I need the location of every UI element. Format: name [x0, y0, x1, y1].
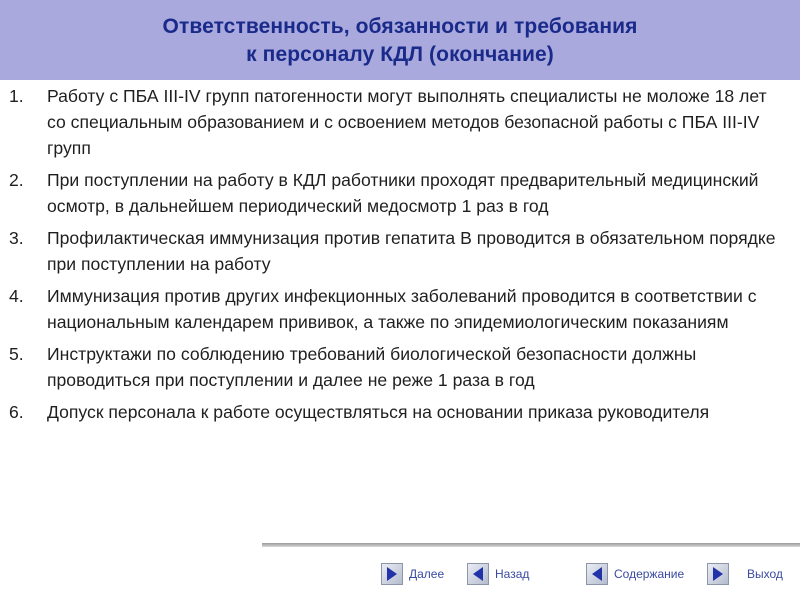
list-item-text: Иммунизация против других инфекционных заболеваний проводится в соответствии с национальным календарем прививок, а также по эпидемиологическим показаниям [47, 286, 757, 332]
arrow-left-icon [586, 563, 608, 585]
list-item [0, 283, 800, 335]
list-item-number: 6. [9, 402, 24, 422]
list-item-number: 2. [9, 170, 24, 190]
slide-title [0, 0, 800, 80]
list-item-text: Допуск персонала к работе осуществляться на основании приказа руководителя [47, 402, 710, 422]
arrow-right-icon [381, 563, 403, 585]
list-item-number: 3. [9, 228, 24, 248]
list-item-number: 4. [9, 286, 24, 306]
list-item-text: Работу с ПБА III-IV групп патогенности могут выполнять специалисты не моложе 18 лет со специальным образованием и с освоением методов безопасной работы с ПБА III-IV групп [47, 86, 767, 158]
list-item [0, 399, 800, 425]
next-button[interactable] [381, 563, 444, 585]
footer-divider [262, 543, 800, 547]
title-line-2: к персоналу КДЛ (окончание) [246, 43, 554, 66]
arrow-right-icon [707, 563, 729, 585]
list-item [0, 83, 800, 161]
contents-button[interactable] [586, 563, 684, 585]
contents-label: Содержание [614, 567, 685, 581]
list-item-text: Инструктажи по соблюдению требований биологической безопасности должны проводиться при поступлении и далее не реже 1 раза в год [47, 344, 697, 390]
back-label: Назад [495, 567, 530, 581]
list-item-text: При поступлении на работу в КДЛ работники проходят предварительный медицинский осмотр, в дальнейшем периодический медосмотр 1 раз в год [47, 170, 759, 216]
list-item-number: 5. [9, 344, 24, 364]
title-line-1: Ответственность, обязанности и требования [162, 15, 638, 38]
list-item-number: 1. [9, 86, 24, 106]
list-item [0, 167, 800, 219]
list-item-text: Профилактическая иммунизация против гепатита В проводится в обязательном порядке при поступлении на работу [47, 228, 776, 274]
requirements-list [0, 83, 800, 431]
back-button[interactable] [467, 563, 529, 585]
list-item [0, 341, 800, 393]
arrow-left-icon [467, 563, 489, 585]
list-item [0, 225, 800, 277]
exit-button[interactable] [707, 563, 783, 585]
next-label: Далее [409, 567, 445, 581]
exit-label: Выход [747, 567, 783, 581]
